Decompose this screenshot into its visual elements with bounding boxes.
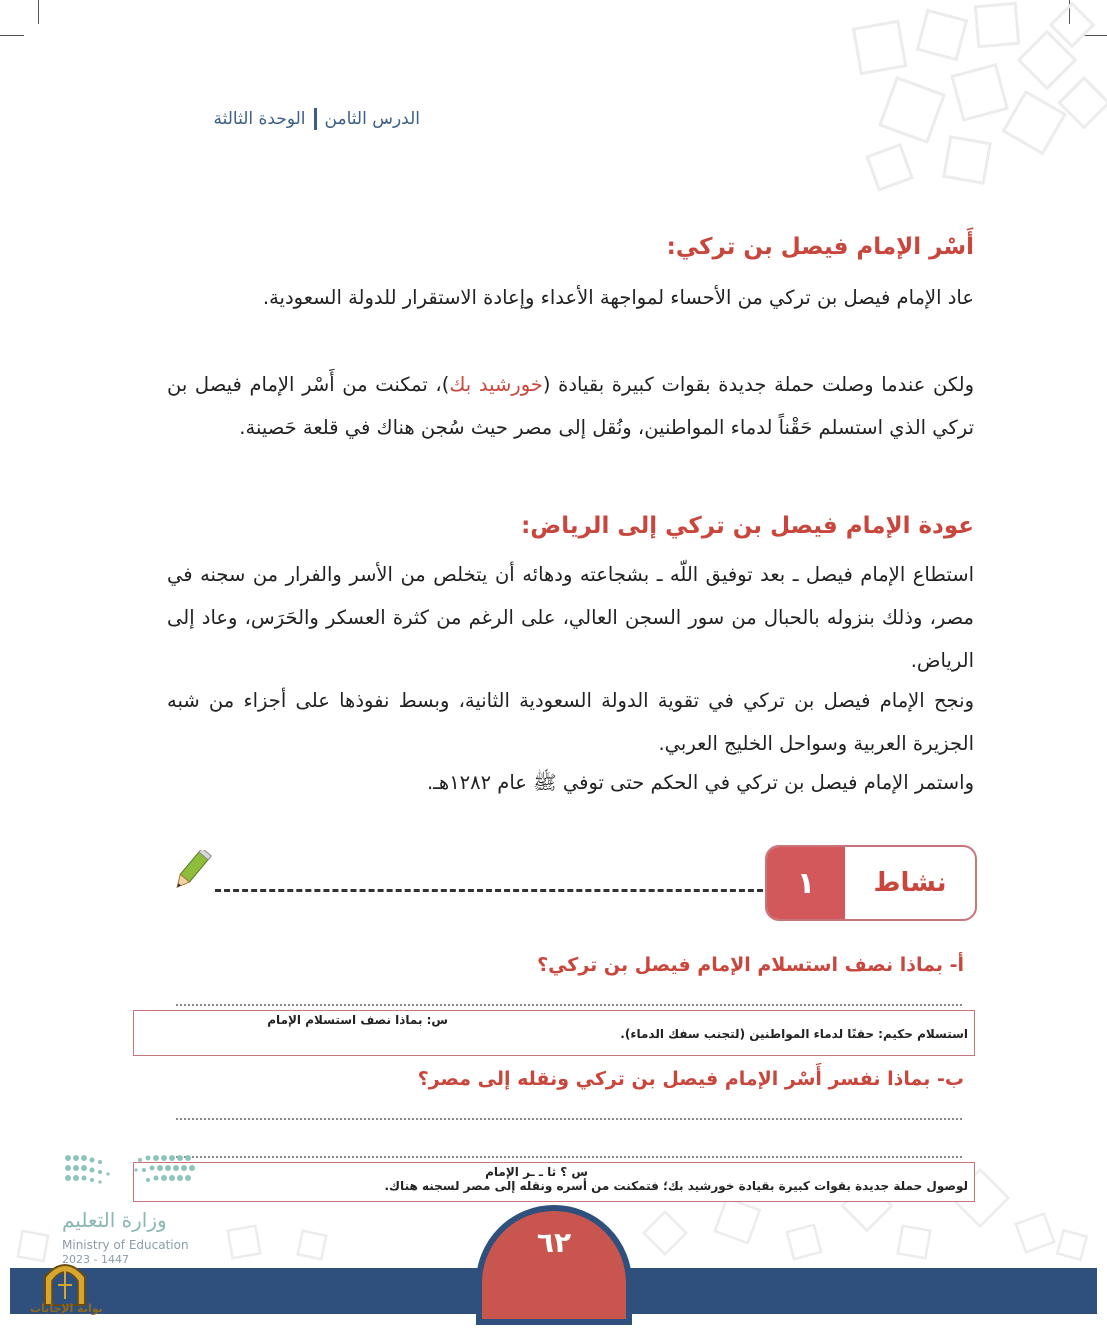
pencil-icon — [168, 850, 213, 895]
answer-line — [176, 1118, 962, 1120]
answer-text: استسلام حكيم: حقنًا لدماء المواطنين (لتجنب سفك الدماء). — [620, 1027, 968, 1041]
page-header — [160, 102, 420, 136]
page-number: ٦٢ — [536, 1226, 572, 1259]
section-title-return: عودة الإمام فيصل بن تركي إلى الرياض: — [521, 513, 974, 539]
activity-number: ١ — [767, 847, 845, 919]
answer-box-b — [133, 1162, 975, 1202]
highlight-name: خورشيد بك — [449, 373, 543, 396]
unit-label: الوحدة الثالثة — [213, 109, 306, 129]
question-a: أ- بماذا نصف استسلام الإمام فيصل بن تركي؟ — [537, 954, 964, 976]
crop-mark — [0, 35, 24, 36]
decorative-pattern — [647, 0, 1107, 200]
answer-line — [176, 1004, 962, 1006]
section2-paragraph-3: واستمر الإمام فيصل بن تركي في الحكم حتى توفي ﷺ عام ١٢٨٢هـ. — [426, 771, 974, 794]
answer-box-a — [133, 1010, 975, 1056]
answer-line — [176, 1156, 962, 1158]
section-title-capture: أَسْر الإمام فيصل بن تركي: — [666, 234, 974, 260]
section2-paragraph-1: استطاع الإمام فيصل ـ بعد توفيق اللّه ـ بشجاعته ودهائه أن يتخلص من الأسر والفرار من سجنه في مصر، وذلك بنزوله بالحبال من سور السجن العالي، على الرغم من كثرة العسكر والحَرَس، وعاد إلى الرياض. — [167, 563, 974, 672]
ministry-year: 2023 - 1447 — [62, 1253, 129, 1266]
activity-label: نشاط — [873, 868, 947, 898]
section1-paragraph-2 — [167, 363, 974, 449]
ministry-name-english: Ministry of Education — [62, 1238, 189, 1252]
answer-question: س ؟ ثا ـ ـر الإمام — [485, 1165, 588, 1179]
para-text: )، تمكنت من أَسْر الإمام فيصل بن تركي الذي استسلم حَقْناً لدماء المواطنين، ونُقل إلى مصر حيث سُجن هناك في قلعة حَصينة. — [167, 373, 974, 439]
activity-header — [765, 845, 977, 921]
ministry-name-arabic: وزارة التعليم — [62, 1208, 167, 1232]
answer-text: لوصول حملة جديدة بقوات كبيرة بقيادة خورشيد بك؛ فتمكنت من أسره ونقله إلى مصر لسجنه هناك. — [384, 1179, 968, 1193]
activity-divider — [215, 889, 763, 892]
lesson-label: الدرس الثامن — [324, 109, 420, 129]
crop-mark — [38, 0, 39, 24]
question-b: ب- بماذا نفسر أَسْر الإمام فيصل بن تركي ونقله إلى مصر؟ — [417, 1068, 964, 1090]
header-separator — [314, 108, 317, 130]
para-text: ولكن عندما وصلت حملة جديدة بقوات كبيرة بقيادة ( — [542, 373, 974, 396]
section2-paragraph-2: ونجح الإمام فيصل بن تركي في تقوية الدولة السعودية الثانية، وبسط نفوذها على أجزاء من شبه الجزيرة العربية وسواحل الخليج العربي. — [167, 689, 974, 755]
answer-question: س: بماذا نصف استسلام الإمام — [267, 1013, 448, 1027]
ministry-logo — [60, 1150, 210, 1198]
portal-label: بوابة الإجابات — [30, 1302, 103, 1315]
section1-paragraph-1: عاد الإمام فيصل بن تركي من الأحساء لمواجهة الأعداء وإعادة الاستقرار للدولة السعودية. — [262, 286, 974, 309]
